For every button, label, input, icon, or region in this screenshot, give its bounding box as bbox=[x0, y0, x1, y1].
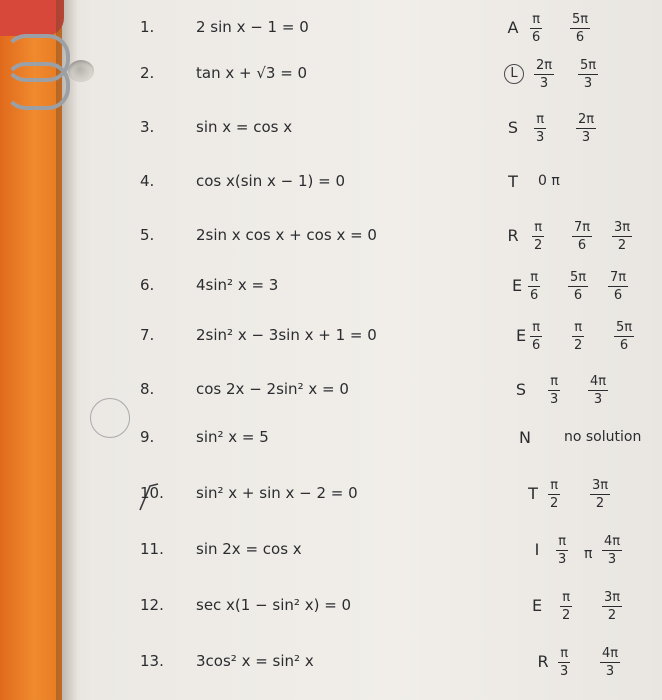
fraction-denominator: 3 bbox=[560, 664, 569, 680]
answer-letter: S bbox=[515, 380, 527, 399]
solution-fraction bbox=[548, 374, 560, 407]
fraction-numerator: π bbox=[560, 646, 569, 661]
answer-letter: R bbox=[507, 226, 519, 245]
problem-row bbox=[0, 536, 662, 576]
fraction-bar bbox=[560, 606, 572, 607]
fraction-denominator: 3 bbox=[581, 130, 591, 146]
problem-equation: 2sin² x − 3sin x + 1 = 0 bbox=[196, 326, 377, 344]
problem-number: 9. bbox=[140, 428, 155, 446]
fraction-bar bbox=[570, 28, 590, 29]
fraction-denominator: 3 bbox=[605, 664, 615, 680]
fraction-denominator: 2 bbox=[550, 496, 559, 512]
answer-letter: N bbox=[519, 428, 531, 447]
fraction-denominator: 3 bbox=[536, 130, 545, 146]
problem-row bbox=[0, 480, 662, 520]
answer-letter: S bbox=[507, 118, 519, 137]
fraction-bar bbox=[532, 236, 544, 237]
problem-equation: sin 2x = cos x bbox=[196, 540, 302, 558]
fraction-bar bbox=[548, 494, 560, 495]
problem-equation: cos x(sin x − 1) = 0 bbox=[196, 172, 346, 190]
circled-answer-letter: L bbox=[504, 64, 524, 84]
fraction-denominator: 3 bbox=[539, 76, 549, 92]
solution-fraction bbox=[558, 646, 570, 679]
solution-fraction bbox=[560, 590, 572, 623]
solution-fraction bbox=[548, 478, 560, 511]
problem-equation: sin² x + sin x − 2 = 0 bbox=[196, 484, 358, 502]
answer-letter: E bbox=[531, 596, 543, 615]
problem-equation: cos 2x − 2sin² x = 0 bbox=[196, 380, 349, 398]
solution-text: 0 π bbox=[538, 173, 560, 189]
fraction-bar bbox=[548, 390, 560, 391]
solution-value: π bbox=[584, 546, 593, 562]
fraction-numerator: 5π bbox=[570, 270, 587, 285]
fraction-numerator: 4π bbox=[604, 534, 621, 549]
answer-letter: R bbox=[537, 652, 549, 671]
fraction-bar bbox=[576, 128, 596, 129]
solution-fraction bbox=[568, 270, 588, 303]
fraction-denominator: 6 bbox=[573, 288, 583, 304]
fraction-denominator: 2 bbox=[574, 338, 583, 354]
fraction-numerator: 7π bbox=[574, 220, 591, 235]
fraction-denominator: 2 bbox=[617, 238, 627, 254]
fraction-bar bbox=[556, 550, 568, 551]
fraction-denominator: 6 bbox=[619, 338, 629, 354]
fraction-denominator: 6 bbox=[577, 238, 587, 254]
solution-fraction bbox=[602, 590, 622, 623]
fraction-numerator: 5π bbox=[616, 320, 633, 335]
fraction-denominator: 6 bbox=[532, 30, 541, 46]
fraction-denominator: 6 bbox=[575, 30, 585, 46]
problem-equation: 2sin x cos x + cos x = 0 bbox=[196, 226, 377, 244]
problem-equation: sec x(1 − sin² x) = 0 bbox=[196, 596, 352, 614]
solution-fraction bbox=[612, 220, 632, 253]
fraction-numerator: π bbox=[574, 320, 583, 335]
problem-number: 11. bbox=[140, 540, 164, 558]
problem-number: 1. bbox=[140, 18, 155, 36]
problem-equation: sin² x = 5 bbox=[196, 428, 269, 446]
problem-row bbox=[0, 114, 662, 154]
problem-number: 8. bbox=[140, 380, 155, 398]
fraction-numerator: 2π bbox=[578, 112, 595, 127]
solution-fraction bbox=[602, 534, 622, 567]
answer-letter: E bbox=[515, 326, 527, 345]
problem-number: 5. bbox=[140, 226, 155, 244]
solution-fraction bbox=[528, 270, 540, 303]
problem-equation: 2 sin x − 1 = 0 bbox=[196, 18, 309, 36]
problem-row bbox=[0, 60, 662, 100]
problem-row bbox=[0, 168, 662, 208]
fraction-denominator: 2 bbox=[562, 608, 571, 624]
solution-fraction bbox=[534, 58, 554, 91]
solution-fraction bbox=[530, 320, 542, 353]
fraction-bar bbox=[602, 550, 622, 551]
problem-number: 2. bbox=[140, 64, 155, 82]
solution-fraction bbox=[530, 12, 542, 45]
fraction-numerator: 4π bbox=[590, 374, 607, 389]
problem-number: 12. bbox=[140, 596, 164, 614]
problem-number: 4. bbox=[140, 172, 155, 190]
problem-row bbox=[0, 424, 662, 464]
answer-letter: I bbox=[534, 540, 540, 559]
problem-equation: tan x + √3 = 0 bbox=[196, 64, 308, 82]
problem-number: 3. bbox=[140, 118, 155, 136]
problem-number: 10. bbox=[140, 484, 164, 502]
fraction-bar bbox=[534, 128, 546, 129]
answer-letter: E bbox=[511, 276, 523, 295]
fraction-bar bbox=[568, 286, 588, 287]
solution-fraction bbox=[608, 270, 628, 303]
solution-text: no solution bbox=[564, 429, 642, 445]
solution-fraction bbox=[578, 58, 598, 91]
solution-fraction bbox=[588, 374, 608, 407]
fraction-denominator: 6 bbox=[613, 288, 623, 304]
problem-number: 6. bbox=[140, 276, 155, 294]
problem-row bbox=[0, 376, 662, 416]
solution-fraction bbox=[614, 320, 634, 353]
fraction-denominator: 3 bbox=[558, 552, 567, 568]
answer-letter: A bbox=[507, 18, 519, 37]
fraction-bar bbox=[608, 286, 628, 287]
fraction-numerator: 7π bbox=[610, 270, 627, 285]
answer-letter: T bbox=[508, 172, 518, 191]
fraction-numerator: 3π bbox=[592, 478, 609, 493]
solution-fraction bbox=[572, 320, 584, 353]
fraction-numerator: 3π bbox=[614, 220, 631, 235]
fraction-bar bbox=[614, 336, 634, 337]
fraction-bar bbox=[558, 662, 570, 663]
solution-fraction bbox=[556, 534, 568, 567]
problem-row bbox=[0, 222, 662, 262]
fraction-bar bbox=[612, 236, 632, 237]
fraction-denominator: 3 bbox=[583, 76, 593, 92]
problem-equation: 4sin² x = 3 bbox=[196, 276, 279, 294]
solution-fraction bbox=[572, 220, 592, 253]
problem-row bbox=[0, 14, 662, 54]
answer-letter: T bbox=[528, 484, 538, 503]
solution-fraction bbox=[532, 220, 544, 253]
problem-number: 13. bbox=[140, 652, 164, 670]
problem-row bbox=[0, 592, 662, 632]
fraction-numerator: π bbox=[532, 320, 541, 335]
fraction-bar bbox=[534, 74, 554, 75]
fraction-bar bbox=[600, 662, 620, 663]
fraction-denominator: 3 bbox=[593, 392, 603, 408]
fraction-numerator: π bbox=[550, 374, 559, 389]
fraction-numerator: 5π bbox=[580, 58, 597, 73]
fraction-numerator: π bbox=[558, 534, 567, 549]
fraction-bar bbox=[572, 236, 592, 237]
fraction-numerator: π bbox=[532, 12, 541, 27]
fraction-bar bbox=[590, 494, 610, 495]
fraction-numerator: 2π bbox=[536, 58, 553, 73]
problem-equation: 3cos² x = sin² x bbox=[196, 652, 314, 670]
fraction-numerator: π bbox=[534, 220, 543, 235]
fraction-numerator: 4π bbox=[602, 646, 619, 661]
problem-row bbox=[0, 322, 662, 362]
problem-number: 7. bbox=[140, 326, 155, 344]
problem-row bbox=[0, 272, 662, 312]
fraction-denominator: 6 bbox=[532, 338, 541, 354]
fraction-numerator: π bbox=[530, 270, 539, 285]
fraction-denominator: 2 bbox=[607, 608, 617, 624]
fraction-bar bbox=[530, 28, 542, 29]
fraction-numerator: 5π bbox=[572, 12, 589, 27]
problem-row bbox=[0, 648, 662, 688]
solution-fraction bbox=[534, 112, 546, 145]
fraction-numerator: 3π bbox=[604, 590, 621, 605]
problem-equation: sin x = cos x bbox=[196, 118, 293, 136]
solution-fraction bbox=[590, 478, 610, 511]
solution-fraction bbox=[576, 112, 596, 145]
solution-fraction bbox=[570, 12, 590, 45]
fraction-denominator: 2 bbox=[534, 238, 543, 254]
fraction-denominator: 3 bbox=[550, 392, 559, 408]
solution-fraction bbox=[600, 646, 620, 679]
fraction-denominator: 6 bbox=[530, 288, 539, 304]
fraction-bar bbox=[528, 286, 540, 287]
fraction-denominator: 3 bbox=[607, 552, 617, 568]
fraction-bar bbox=[578, 74, 598, 75]
fraction-numerator: π bbox=[536, 112, 545, 127]
fraction-bar bbox=[588, 390, 608, 391]
fraction-numerator: π bbox=[562, 590, 571, 605]
fraction-denominator: 2 bbox=[595, 496, 605, 512]
fraction-bar bbox=[572, 336, 584, 337]
fraction-numerator: π bbox=[550, 478, 559, 493]
fraction-bar bbox=[530, 336, 542, 337]
fraction-bar bbox=[602, 606, 622, 607]
